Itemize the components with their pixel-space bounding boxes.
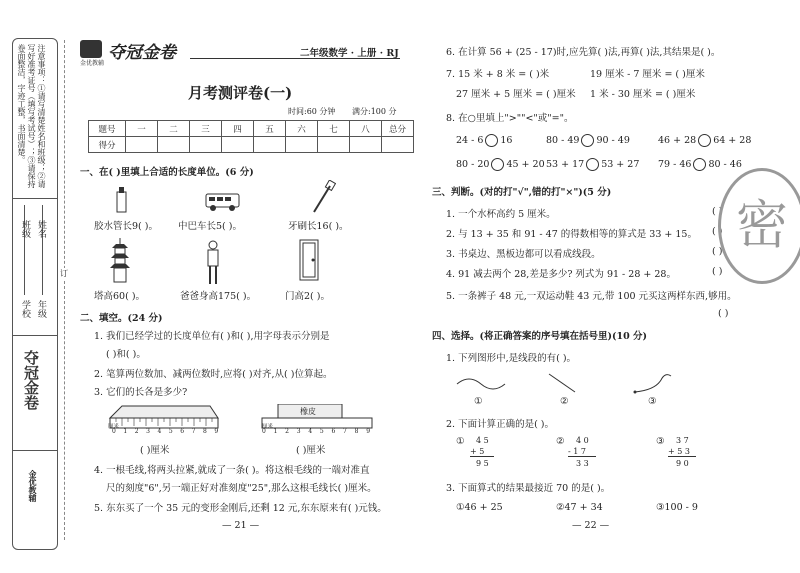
q7-a: 7. 15 米 + 8 米 = ( )米	[446, 69, 550, 80]
ruler-number: 7	[343, 428, 347, 435]
eraser-label: 橡皮	[300, 407, 316, 416]
score-cell[interactable]	[254, 137, 286, 153]
s2-q2: 2. 笔算两位数加、减两位数时,应将( )对齐,从( )位算起。	[94, 369, 333, 380]
ruler-1-unit: 厘米	[108, 424, 120, 430]
score-cell[interactable]	[222, 137, 254, 153]
s2-q4b: 尺的刻度"6",另一端正好对准刻度"25",那么这根毛线长( )厘米。	[106, 483, 377, 494]
grade-label: 年级	[36, 300, 46, 318]
choice-2-opt-1[interactable]: ① 4 5 + 5 9 5	[456, 436, 465, 447]
score-header-cell: 三	[190, 121, 222, 137]
choice-3: 3. 下面算式的结果最接近 70 的是( )。	[446, 483, 611, 494]
ruler-2-answer: ( )厘米	[296, 445, 326, 456]
compare-circle[interactable]	[491, 158, 504, 171]
choice-2-opt-2[interactable]: ② 4 0 - 1 7 3 3	[556, 436, 565, 447]
judge-1: 1. 一个水杯高约 5 厘米。	[446, 209, 556, 220]
page-number-right: — 22 —	[572, 520, 610, 531]
ruler-1-answer: ( )厘米	[140, 445, 170, 456]
score-header-cell: 五	[254, 121, 286, 137]
name-line	[42, 205, 43, 295]
compare-item: 53 + 17 53 + 27	[546, 159, 640, 170]
s2-q3: 3. 它们的长各是多少?	[94, 387, 188, 398]
name-label: 姓名	[36, 220, 46, 238]
choice-2-opt-3[interactable]: ③ 3 7 + 5 3 9 0	[656, 436, 665, 447]
s1-item-5: 爸爸身高175( )。	[180, 291, 257, 302]
choice-2: 2. 下面计算正确的是( )。	[446, 419, 555, 430]
q8: 8. 在○里填上">""<"或"="。	[446, 113, 574, 124]
s2-q1a: 1. 我们已经学过的长度单位有( )和( ),用字母表示分别是	[94, 331, 330, 342]
s1-item-3: 牙刷长16( )。	[288, 221, 349, 232]
choice-3-opt-2[interactable]: ②47 + 34	[556, 502, 603, 513]
strip-publisher: 金优教辅	[28, 470, 38, 502]
ruler-number: 9	[214, 428, 219, 435]
divider	[12, 335, 58, 336]
score-header-cell: 一	[126, 121, 158, 137]
s1-item-1: 胶水管长9( )。	[94, 221, 158, 232]
school-line	[24, 205, 25, 295]
ruler-number: 5	[319, 428, 324, 435]
judge-5-paren[interactable]: ( )	[718, 308, 729, 319]
ruler-number: 0	[262, 428, 266, 435]
score-cell[interactable]	[126, 137, 158, 153]
toothbrush-icon	[310, 180, 336, 214]
s2-q1b: ( )和( )。	[106, 349, 146, 360]
score-header-cell: 题号	[89, 121, 126, 137]
section-1-head: 一、在( )里填上合适的长度单位。(6 分)	[80, 167, 254, 178]
ruler-number: 9	[366, 428, 371, 435]
ruler-number: 3	[146, 428, 150, 435]
q7-d: 1 米 - 30 厘米 = ( )厘米	[590, 89, 696, 100]
divider	[12, 198, 58, 199]
tower-icon	[108, 238, 132, 284]
compare-item: 46 + 28 64 + 28	[658, 135, 752, 146]
ruler-number: 3	[296, 428, 301, 435]
q7-c: 27 厘米 + 5 厘米 = ( )厘米	[456, 89, 576, 100]
ruler-2-unit: 厘米	[262, 424, 274, 430]
judge-4: 4. 91 减去两个 28,差是多少? 列式为 91 - 28 + 28。	[446, 269, 676, 280]
glue-tube-icon	[112, 186, 130, 214]
s1-item-2: 中巴车长5( )。	[178, 221, 242, 232]
ruler-1-numbers	[112, 428, 220, 436]
score-header-cell: 六	[286, 121, 318, 137]
s2-q5: 5. 东东买了一个 35 元的变形金刚后,还剩 12 元,东东原来有( )元钱。	[94, 503, 387, 514]
cut-label: 订	[60, 269, 68, 278]
section-3-head: 三、判断。(对的打"√",错的打"×")(5 分)	[432, 187, 612, 198]
subject-line: 二年级数学 · 上册 · RJ	[300, 48, 399, 59]
choice-1-opt-3[interactable]: ③	[648, 396, 657, 407]
page-title: 月考测评卷(一)	[188, 84, 293, 102]
q6: 6. 在计算 56 + (25 - 17)时,应先算( )法,再算( )法,其结果是( )。	[446, 47, 721, 58]
father-icon	[204, 240, 222, 286]
s1-item-4: 塔高60( )。	[94, 291, 146, 302]
time-label: 时间:60 分钟	[288, 107, 336, 116]
ruler-number: 4	[308, 428, 313, 435]
score-row-label: 得分	[89, 137, 126, 153]
compare-item: 80 - 20 45 + 20	[456, 159, 545, 170]
bus-icon	[205, 192, 241, 212]
ruler-number: 8	[354, 428, 359, 435]
page-number-left: — 21 —	[222, 520, 260, 531]
score-table	[88, 120, 414, 153]
score-cell[interactable]	[190, 137, 222, 153]
door-icon	[298, 238, 320, 282]
score-header-cell: 二	[158, 121, 190, 137]
score-header-cell: 八	[350, 121, 382, 137]
score-cell[interactable]	[286, 137, 318, 153]
cut-line	[64, 40, 65, 540]
ruler-number: 1	[273, 428, 278, 435]
compare-item: 80 - 49 90 - 49	[546, 135, 630, 146]
strip-logo: 夺冠金卷	[22, 350, 40, 410]
ruler-number: 6	[180, 428, 185, 435]
class-label: 班级	[20, 220, 30, 238]
ruler-number: 1	[123, 428, 128, 435]
ruler-2-numbers	[262, 428, 372, 436]
score-row	[89, 137, 414, 153]
choice-3-opt-3[interactable]: ③100 - 9	[656, 502, 698, 513]
ruler-number: 6	[331, 428, 336, 435]
score-cell[interactable]	[158, 137, 190, 153]
score-cell[interactable]	[350, 137, 382, 153]
compare-circle[interactable]	[586, 158, 599, 171]
compare-item: 79 - 46 80 - 46	[658, 159, 742, 170]
secret-stamp: 密	[718, 168, 800, 284]
judge-3: 3. 书桌边、黑板边都可以看成线段。	[446, 249, 601, 260]
ruler-number: 5	[168, 428, 173, 435]
ruler-number: 0	[112, 428, 116, 435]
notes-text: 注意事项：①请写清楚姓名和班级；②请写好准考证号（填写考试号）；③请保持卷面整洁，字迹工整，书面清楚。	[17, 44, 46, 188]
score-cell[interactable]	[318, 137, 350, 153]
score-header-cell: 四	[222, 121, 254, 137]
choice-1-opt-2[interactable]: ②	[560, 396, 569, 407]
s2-q4a: 4. 一根毛线,将两头拉紧,就成了一条( )。将这根毛线的一端对准直	[94, 465, 370, 476]
section-2-head: 二、填空。(24 分)	[80, 313, 163, 324]
judge-2: 2. 与 13 + 35 和 91 - 47 的得数相等的算式是 33 + 15。	[446, 229, 697, 240]
ruler-number: 8	[202, 428, 207, 435]
ruler-number: 2	[134, 428, 139, 435]
q7-b: 19 厘米 - 7 厘米 = ( )厘米	[590, 69, 705, 80]
judge-3-paren[interactable]: ( )	[712, 246, 723, 257]
judge-2-paren[interactable]: ( )	[712, 226, 723, 237]
brand-badge-icon	[80, 40, 102, 58]
judge-4-paren[interactable]: ( )	[712, 266, 723, 277]
compare-circle[interactable]	[485, 134, 498, 147]
judge-5: 5. 一条裤子 48 元,一双运动鞋 43 元,带 100 元买这两样东西,够用。	[446, 291, 737, 302]
choice-1: 1. 下列图形中,是线段的有( )。	[446, 353, 577, 364]
score-header-row	[89, 121, 414, 137]
line-shapes	[455, 370, 725, 396]
judge-1-paren[interactable]: ( )	[712, 206, 723, 217]
ruler-number: 2	[285, 428, 289, 435]
score-cell[interactable]	[382, 137, 414, 153]
full-score-label: 满分:100 分	[352, 107, 397, 116]
compare-circle[interactable]	[698, 134, 711, 147]
compare-circle[interactable]	[693, 158, 706, 171]
school-label: 学校	[20, 300, 30, 318]
choice-3-opt-1[interactable]: ①46 + 25	[456, 502, 503, 513]
section-4-head: 四、选择。(将正确答案的序号填在括号里)(10 分)	[432, 331, 648, 342]
compare-item: 24 - 6 16	[456, 135, 513, 146]
divider	[12, 450, 58, 451]
brand-title: 夺冠金卷	[108, 43, 176, 63]
compare-circle[interactable]	[581, 134, 594, 147]
choice-1-opt-1[interactable]: ①	[474, 396, 483, 407]
brand-badge: 金优教辅	[80, 60, 105, 67]
score-header-cell: 七	[318, 121, 350, 137]
score-header-cell: 总分	[382, 121, 414, 137]
ruler-number: 4	[157, 428, 162, 435]
ruler-number: 7	[191, 428, 196, 435]
s1-item-6: 门高2( )。	[285, 291, 330, 302]
